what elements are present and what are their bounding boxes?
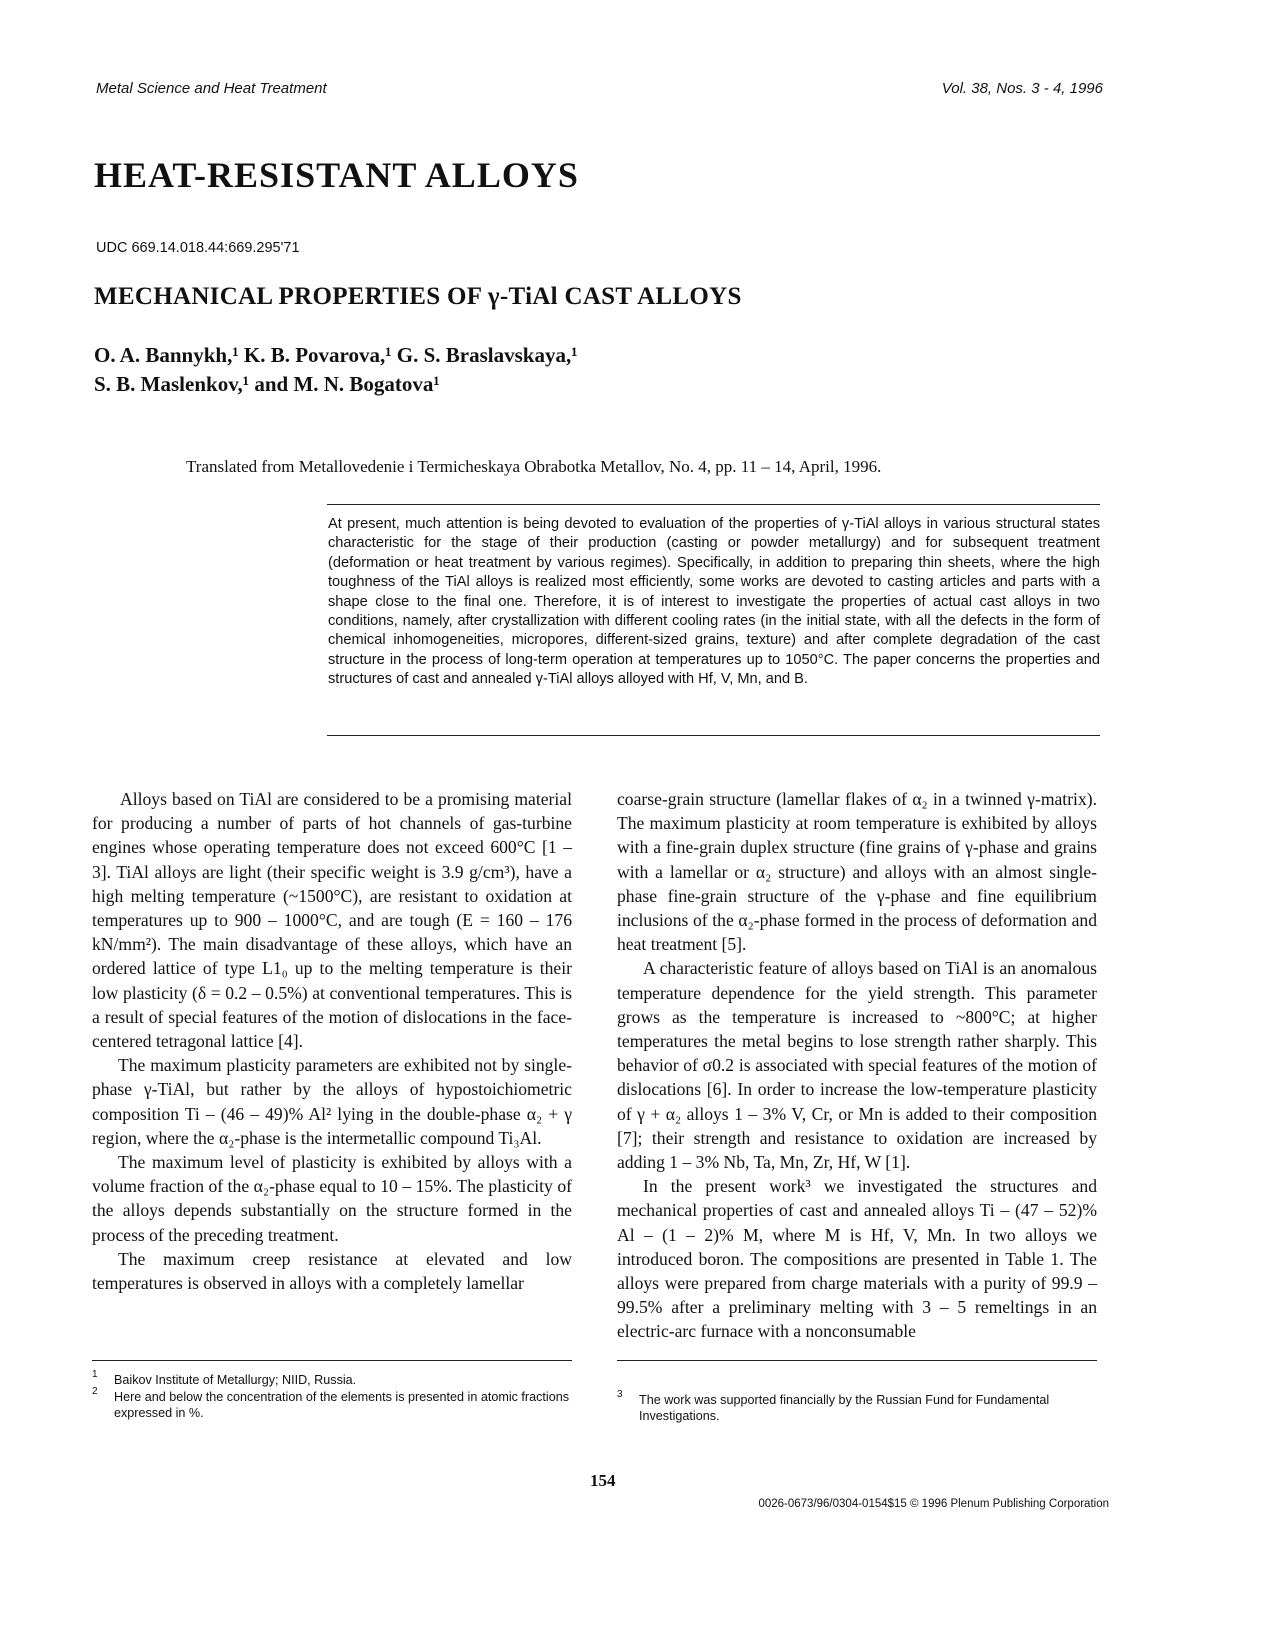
footnote-text: The work was supported financially by the Russian Fund for Fundamental Investigations.	[639, 1393, 1050, 1423]
authors-line-1: O. A. Bannykh,¹ K. B. Povarova,¹ G. S. Braslavskaya,¹	[94, 343, 578, 367]
footnote-mark: 1	[92, 1369, 98, 1380]
footnote-mark: 3	[617, 1389, 623, 1400]
udc-code: UDC 669.14.018.44:669.295'71	[96, 240, 300, 256]
footnote-1	[92, 1369, 574, 1388]
footnote-2	[92, 1386, 574, 1421]
body-column-right	[617, 787, 1097, 1344]
footnote-mark: 2	[92, 1386, 98, 1397]
footnote-rule-left	[92, 1360, 572, 1361]
abstract: At present, much attention is being devoted to evaluation of the properties of γ-TiAl alloys in various structural states characteristic for the stage of their production (casting or powder metallurgy) and for subsequent treatment (deformation or heat treatment by various regimes). Specifically, in addition to preparing thin sheets, where the high toughness of the TiAl alloys is realized most efficiently, some works are devoted to casting articles and parts with a shape close to the final one. Therefore, it is of interest to investigate the properties of actual cast alloys in two conditions, namely, after crystallization with different cooling rates (in the initial state, with all the defects in the form of chemical inhomogeneities, micropores, different-sized grains, texture) and after complete degradation of the cast structure in the process of long-term operation at temperatures up to 1050°C. The paper concerns the properties and structures of cast and annealed γ-TiAl alloys alloyed with Hf, V, Mn, and B.	[328, 516, 1100, 688]
paragraph: The maximum creep resistance at elevated and low temperatures is observed in alloys with a completely lamellar	[92, 1248, 572, 1294]
article-title: MECHANICAL PROPERTIES OF γ-TiAl CAST ALLOYS	[94, 283, 742, 310]
paragraph: The maximum plasticity parameters are exhibited not by single-phase γ-TiAl, but rather by the alloys of hypostoichiometric composition Ti – (46 – 49)% Al² lying in the double-phase α₂ + γ region, where the α₂-phase is the intermetallic compound Ti₃Al.	[92, 1055, 572, 1148]
abstract-bottom-rule	[327, 735, 1100, 736]
page-number: 154	[590, 1471, 616, 1490]
footnote-text: Baikov Institute of Metallurgy; NIID, Russia.	[114, 1373, 357, 1387]
paragraph: Alloys based on TiAl are considered to be a promising material for producing a number of parts of hot channels of gas-turbine engines whose operating temperature does not exceed 600°C [1 – 3]. TiAl alloys are light (their specific weight is 3.9 g/cm³), have a high melting temperature (~1500°C), are resistant to oxidation at temperatures up to 900 – 1000°C, and are tough (E = 160 – 176 kN/mm²). The main disadvantage of these alloys, which have an ordered lattice of type L1₀ up to the melting temperature is their low plasticity (δ = 0.2 – 0.5%) at conventional temperatures. This is a result of special features of the motion of dislocations in the face-centered tetragonal lattice [4].	[92, 789, 572, 1052]
copyright-line: 0026-0673/96/0304-0154$15 © 1996 Plenum Publishing Corporation	[758, 1498, 1109, 1510]
paragraph: coarse-grain structure (lamellar flakes of α₂ in a twinned γ-matrix). The maximum plasticity at room temperature is exhibited by alloys with a fine-grain duplex structure (fine grains of γ-phase and grains with a lamellar or α₂ structure) and alloys with an almost single-phase fine-grain structure of the γ-phase and fine equilibrium inclusions of the α₂-phase formed in the process of deformation and heat treatment [5].	[617, 789, 1097, 955]
section-title: HEAT-RESISTANT ALLOYS	[94, 155, 579, 195]
abstract-top-rule	[327, 504, 1100, 505]
footnote-text: Here and below the concentration of the elements is presented in atomic fractions expressed in %.	[114, 1390, 570, 1420]
paragraph: The maximum level of plasticity is exhibited by alloys with a volume fraction of the α₂-phase equal to 10 – 15%. The plasticity of the alloys depends substantially on the structure formed in the process of the preceding treatment.	[92, 1152, 572, 1245]
journal-name: Metal Science and Heat Treatment	[96, 80, 327, 97]
footnote-3	[617, 1389, 1109, 1424]
paragraph: A characteristic feature of alloys based on TiAl is an anomalous temperature dependence for the yield strength. This parameter grows as the temperature is increased to ~800°C; at higher temperatures the metal begins to lose strength rather sharply. This behavior of σ0.2 is associated with special features of the motion of dislocations [6]. In order to increase the low-temperature plasticity of γ + α₂ alloys 1 – 3% V, Cr, or Mn is added to their composition [7]; their strength and resistance to oxidation are increased by adding 1 – 3% Nb, Ta, Mn, Zr, Hf, W [1].	[617, 958, 1097, 1173]
body-column-left	[92, 787, 572, 1295]
translated-from: Translated from Metallovedenie i Termicheskaya Obrabotka Metallov, No. 4, pp. 11 – 14, April, 1996.	[186, 457, 882, 476]
footnote-rule-right	[617, 1360, 1097, 1361]
authors-line-2: S. B. Maslenkov,¹ and M. N. Bogatova¹	[94, 372, 440, 396]
volume-info: Vol. 38, Nos. 3 - 4, 1996	[941, 80, 1103, 97]
paragraph: In the present work³ we investigated the structures and mechanical properties of cast and annealed alloys Ti – (47 – 52)% Al – (1 – 2)% M, where M is Hf, V, Mn. In two alloys we introduced boron. The compositions are presented in Table 1. The alloys were prepared from charge materials with a purity of 99.9 – 99.5% after a preliminary melting with 3 – 5 remeltings in an electric-arc furnace with a nonconsumable	[617, 1176, 1097, 1342]
